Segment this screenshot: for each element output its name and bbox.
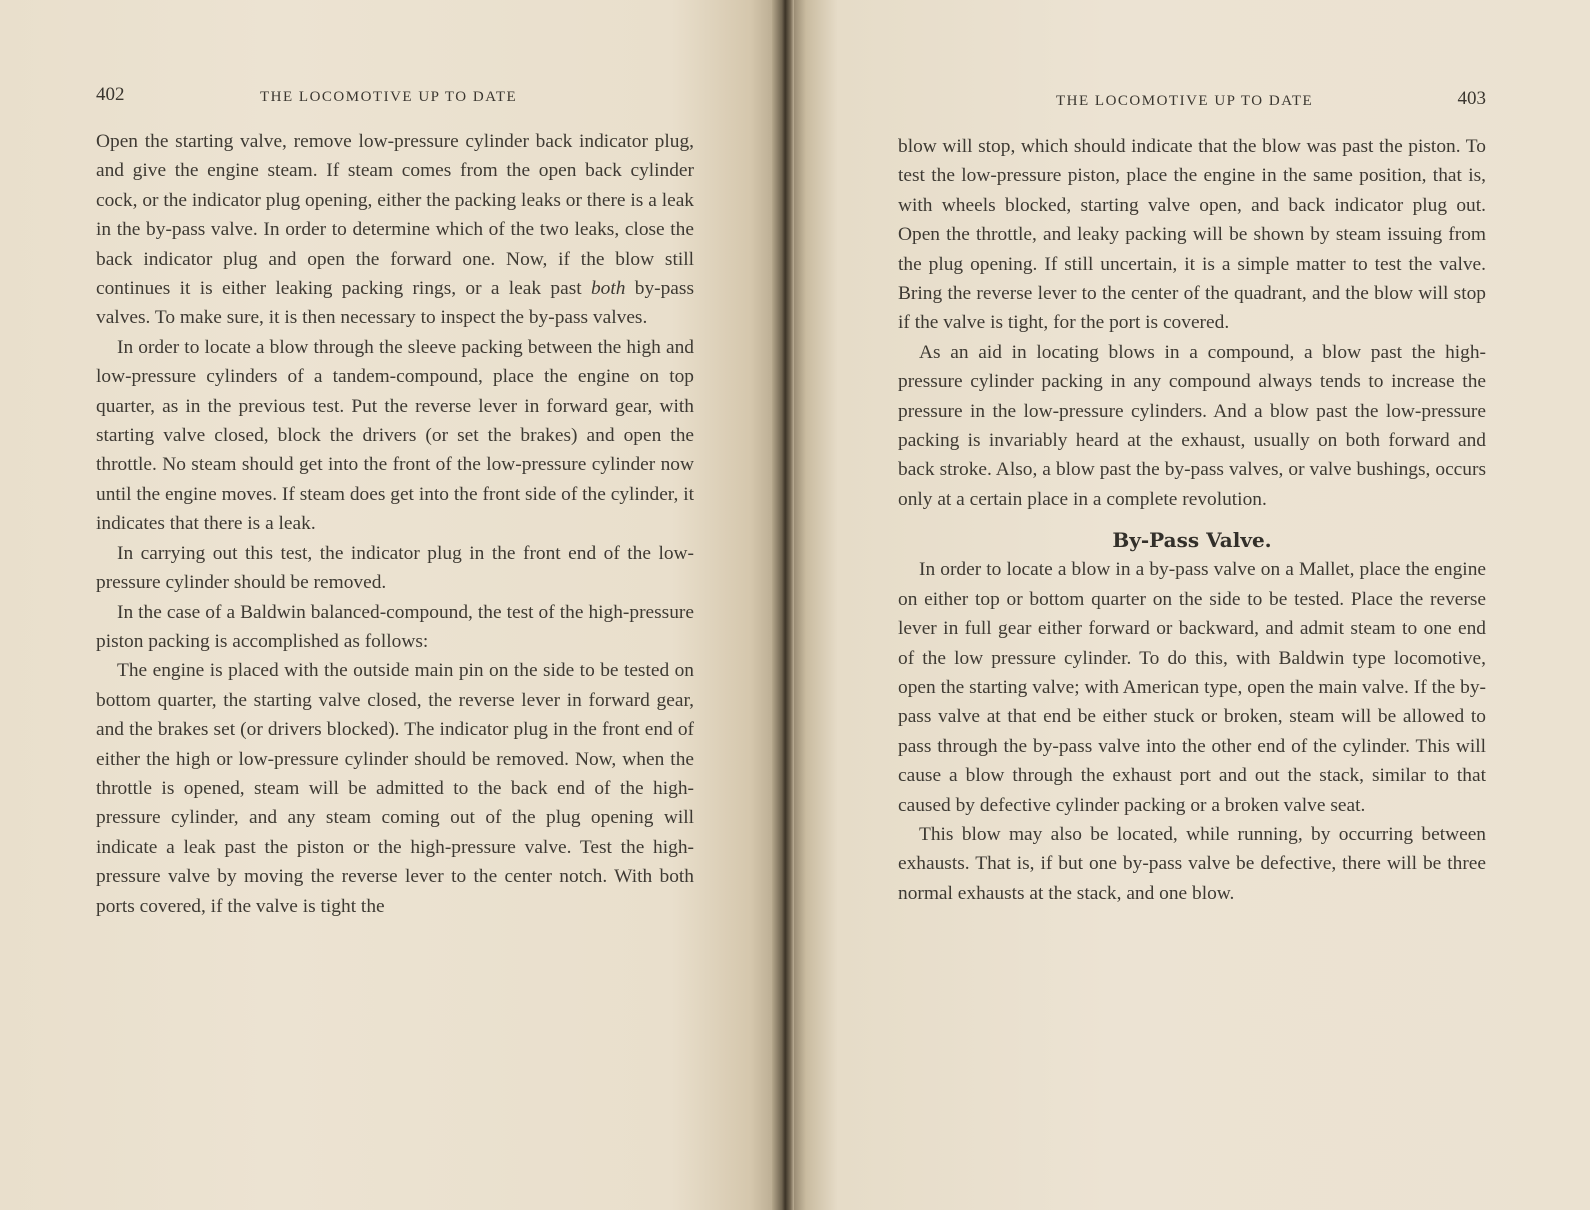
book-gutter bbox=[772, 0, 794, 1210]
section-heading: By-Pass Valve. bbox=[1112, 528, 1272, 553]
left-page-header bbox=[96, 84, 696, 114]
left-running-head: THE LOCOMOTIVE UP TO DATE bbox=[260, 89, 518, 105]
paragraph: blow will stop, which should indicate that the blow was past the piston. To test the low-pressure piston, place the engine in the same position, that is, with wheels blocked, starting valve open, and back indicator plug out. Open the throttle, and leaky packing will be shown by steam issuing from the plug opening. If still uncertain, it is a simple matter to test the valve. Bring the reverse lever to the center of the quadrant, and the blow will stop if the valve is tight, for the port is covered. bbox=[898, 136, 1486, 334]
paragraph: This blow may also be located, while running, by occurring between exhausts. That is, if but one by-pass valve be defective, there will be three normal exhausts at the stack, and one blow. bbox=[898, 823, 1486, 904]
paragraph: In order to locate a blow through the sleeve packing between the high and low-pressure cylinders of a tandem-compound, place the engine on top quarter, as in the previous test. Put the reverse lever in forward gear, with starting valve closed, block the drivers (or set the brakes) and open the throttle. No steam should get into the front of the low-pressure cylinder now until the engine moves. If steam does get into the front side of the cylinder, it indicates that there is a leak. bbox=[96, 336, 694, 535]
paragraph: As an aid in locating blows in a compound, a blow past the high-pressure cylinder packing in any compound always tends to increase the pressure in the low-pressure cylinders. And a blow past the low-pressure packing is invariably heard at the exhaust, usually on both forward and back stroke. Also, a blow past the by-pass valves, or valve bushings, occurs only at a certain place in a complete revolution. bbox=[898, 341, 1486, 510]
right-running-head: THE LOCOMOTIVE UP TO DATE bbox=[1056, 93, 1314, 109]
left-page-body bbox=[96, 127, 694, 921]
right-page-number: 403 bbox=[1457, 88, 1486, 109]
paragraph: In carrying out this test, the indicator plug in the front end of the low-pressure cylinder should be removed. bbox=[96, 542, 694, 594]
italic-emphasis: both bbox=[590, 278, 626, 300]
right-page-header bbox=[886, 88, 1486, 118]
left-page-number: 402 bbox=[96, 84, 125, 105]
right-page bbox=[790, 0, 1590, 1210]
left-page bbox=[0, 0, 790, 1210]
paragraph: In order to locate a blow in a by-pass valve on a Mallet, place the engine on either top or bottom quarter on the side to be tested. Place the reverse lever in full gear either forward or backward, and admit steam to one end of the low pressure cylinder. To do this, with Baldwin type locomotive, open the starting valve; with American type, open the main valve. If the by-pass valve at that end be either stuck or broken, steam will be allowed to pass through the by-pass valve into the other end of the cylinder. This will cause a blow through the exhaust port and out the stack, similar to that caused by defective cylinder packing or a broken valve seat. bbox=[898, 559, 1486, 816]
paragraph: The engine is placed with the outside main pin on the side to be tested on bottom quarter, the starting valve closed, the reverse lever in forward gear, and the brakes set (or drivers blocked). The indicator plug in the front end of either the high or low-pressure cylinder should be removed. Now, when the throttle is opened, steam will be admitted to the back end of the high-pressure cylinder, and any steam coming out of the plug opening will indicate a leak past the piston or the high-pressure valve. Test the high-pressure valve by moving the reverse lever to the center notch. With both ports covered, if the valve is tight the bbox=[96, 660, 694, 917]
paragraph-text: Open the starting valve, remove low-pressure cylinder back indicator plug, and give the engine steam. If steam comes from the open back cylinder cock, or the indicator plug opening, either the packing leaks or there is a leak in the by-pass valve. In order to determine which of the two leaks, close the back indicator plug and open the forward one. Now, if the blow still continues it is either leaking packing rings, or a leak past bbox=[96, 131, 694, 300]
right-page-body bbox=[898, 132, 1486, 908]
paragraph bbox=[96, 127, 694, 333]
paragraph: In the case of a Baldwin balanced-compound, the test of the high-pressure piston packing is accomplished as follows: bbox=[96, 601, 694, 652]
paragraph-text: by-pass valves. To make sure, it is then necessary to inspect the by-pass valves. bbox=[96, 278, 694, 329]
